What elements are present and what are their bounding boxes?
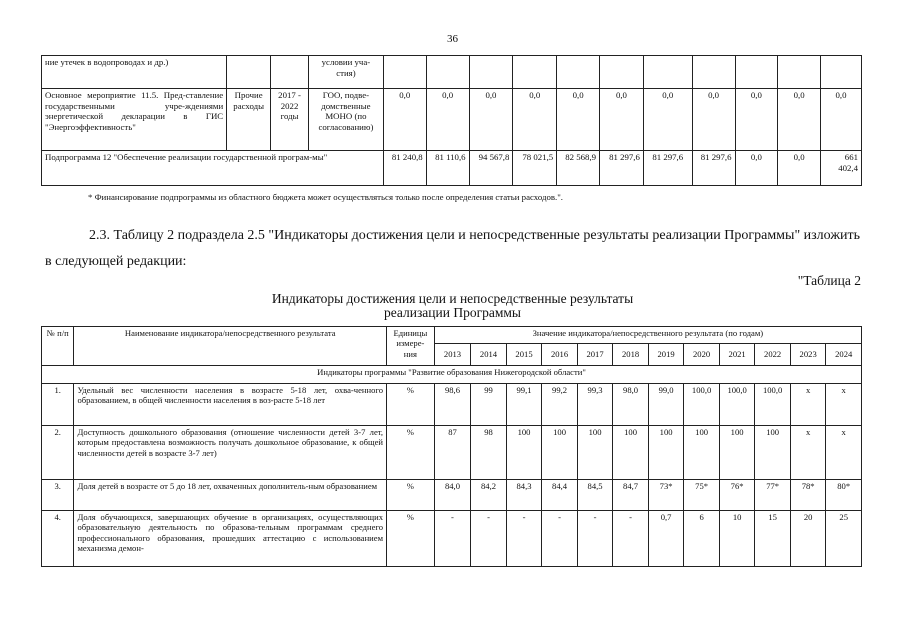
row-number: 4. [42, 511, 74, 567]
cell-value: - [542, 511, 578, 567]
year-header: 2024 [826, 344, 862, 366]
cell-value: 82 568,9 [557, 151, 600, 186]
cell-value: - [506, 511, 542, 567]
cell-value: 80* [826, 480, 862, 511]
cell-value: 0,7 [648, 511, 684, 567]
indicator-unit: % [387, 511, 435, 567]
cell-value: 98,0 [613, 384, 649, 426]
row-period [271, 56, 309, 89]
cell-value: 0,0 [821, 89, 862, 151]
cell-value: 94 567,8 [469, 151, 513, 186]
indicator-name: Доля детей в возрасте от 5 до 18 лет, охваченных дополнитель-ным образованием [74, 480, 387, 511]
cell-value: 75* [684, 480, 720, 511]
table-row [42, 384, 862, 426]
indicator-name: Удельный вес численности населения в возрасте 5-18 лет, охва-ченного образованием, в общей численности населения в воз-расте 5-18 лет [74, 384, 387, 426]
header-values: Значение индикатора/непосредственного результата (по годам) [434, 327, 861, 344]
cell-value: - [434, 511, 471, 567]
cell-value: 81 297,6 [600, 151, 644, 186]
year-header: 2015 [506, 344, 542, 366]
table-row [42, 511, 862, 567]
table-row [42, 89, 862, 151]
year-header: 2021 [719, 344, 755, 366]
cell-value: 10 [719, 511, 755, 567]
cell-value: 25 [826, 511, 862, 567]
cell-value: 0,0 [735, 89, 778, 151]
cell-value: 99,1 [506, 384, 542, 426]
cell-value: 100 [684, 426, 720, 480]
cell-value: 0,0 [383, 89, 426, 151]
cell-value: 81 110,6 [426, 151, 469, 186]
cell-value: 99,2 [542, 384, 578, 426]
cell-value: 73* [648, 480, 684, 511]
header-name: Наименование индикатора/непосредственного результата [74, 327, 387, 366]
cell-value: 76* [719, 480, 755, 511]
year-header: 2017 [577, 344, 613, 366]
section-title: Индикаторы программы "Развитие образования Нижегородской области" [42, 366, 862, 384]
cell-value: 0,0 [778, 89, 821, 151]
cell-value: 84,4 [542, 480, 578, 511]
indicator-unit: % [387, 426, 435, 480]
table-title [0, 292, 905, 320]
cell-value: 100,0 [755, 384, 791, 426]
cell-value: 0,0 [426, 89, 469, 151]
header-row [42, 327, 862, 344]
cell-value: 100,0 [719, 384, 755, 426]
cell-value: 20 [790, 511, 826, 567]
cell-value: х [826, 384, 862, 426]
year-header: 2013 [434, 344, 471, 366]
cell-value: - [613, 511, 649, 567]
indicator-unit: % [387, 384, 435, 426]
cell-value: 78 021,5 [513, 151, 557, 186]
funding-table [41, 55, 862, 186]
cell-value: - [471, 511, 507, 567]
cell-value: 87 [434, 426, 471, 480]
cell-value: 0,0 [692, 89, 735, 151]
cell-value: 99,0 [648, 384, 684, 426]
cell-value: х [826, 426, 862, 480]
cell-value: 100,0 [684, 384, 720, 426]
table-row [42, 480, 862, 511]
cell-value: 0,0 [778, 151, 821, 186]
cell-value: 100 [719, 426, 755, 480]
table-title-line: Индикаторы достижения цели и непосредственные результаты [271, 291, 634, 306]
header-unit: Единицы измере-ния [387, 327, 435, 366]
cell-value: 84,2 [471, 480, 507, 511]
row-number: 1. [42, 384, 74, 426]
indicators-table [41, 326, 862, 567]
row-executor: условии уча-стия) [308, 56, 383, 89]
cell-value: 81 297,6 [692, 151, 735, 186]
cell-value: 98 [471, 426, 507, 480]
year-header: 2016 [542, 344, 578, 366]
cell-value: 98,6 [434, 384, 471, 426]
cell-value: 84,0 [434, 480, 471, 511]
table-title-line: реализации Программы [383, 305, 522, 320]
row-period: 2017 - 2022 годы [271, 89, 309, 151]
cell-value: 0,0 [557, 89, 600, 151]
cell-value: х [790, 384, 826, 426]
cell-value: 99 [471, 384, 507, 426]
cell-value: 0,0 [469, 89, 513, 151]
table-row [42, 426, 862, 480]
cell-value: - [577, 511, 613, 567]
cell-value: 100 [648, 426, 684, 480]
cell-value: 15 [755, 511, 791, 567]
indicator-name: Доля обучающихся, завершающих обучение в организациях, осуществляющих образовательную деятельность по образова-тельным программам среднего профессионального образования, прошедших аттестацию с использованием механизма демон- [74, 511, 387, 567]
cell-value: 100 [577, 426, 613, 480]
cell-value: 661 402,4 [821, 151, 862, 186]
cell-value: х [790, 426, 826, 480]
cell-value: 0,0 [643, 89, 692, 151]
indicator-name: Доступность дошкольного образования (отношение численности детей 3-7 лет, которым предоставлена возможность получать дошкольное образование, к общей численности детей в возрасте 3-7 лет) [74, 426, 387, 480]
cell-value: 6 [684, 511, 720, 567]
cell-value: 84,5 [577, 480, 613, 511]
year-header: 2022 [755, 344, 791, 366]
year-header: 2020 [684, 344, 720, 366]
year-header: 2014 [471, 344, 507, 366]
cell-value: 78* [790, 480, 826, 511]
cell-value: 0,0 [600, 89, 644, 151]
cell-value: 100 [755, 426, 791, 480]
cell-value: 84,3 [506, 480, 542, 511]
cell-value: 100 [542, 426, 578, 480]
cell-value: 0,0 [513, 89, 557, 151]
table-row [42, 151, 862, 186]
section-row [42, 366, 862, 384]
page-number: 36 [447, 33, 458, 45]
row-number: 2. [42, 426, 74, 480]
footnote: * Финансирование подпрограммы из областного бюджета может осуществляться только после определения статьи расходов.". [88, 192, 563, 202]
cell-value: 100 [613, 426, 649, 480]
row-source: Прочие расходы [227, 89, 271, 151]
indicator-unit: % [387, 480, 435, 511]
cell-value: 84,7 [613, 480, 649, 511]
row-name: Основное мероприятие 11.5. Пред-ставление государственными учре-ждениями энергетической декларации в ГИС "Энергоэффективность" [42, 89, 227, 151]
row-source [227, 56, 271, 89]
year-header: 2018 [613, 344, 649, 366]
cell-value: 77* [755, 480, 791, 511]
cell-value: 100 [506, 426, 542, 480]
year-header: 2019 [648, 344, 684, 366]
row-name: Подпрограмма 12 "Обеспечение реализации государственной програм-мы" [42, 151, 384, 186]
table-label: "Таблица 2 [797, 273, 861, 288]
row-name: ние утечек в водопроводах и др.) [42, 56, 227, 89]
body-paragraph: 2.3. Таблицу 2 подраздела 2.5 "Индикаторы достижения цели и непосредственные результаты реализации Программы" изложить в следующей редакции: [45, 228, 860, 269]
cell-value: 99,3 [577, 384, 613, 426]
table-row [42, 56, 862, 89]
year-header: 2023 [790, 344, 826, 366]
cell-value: 81 240,8 [383, 151, 426, 186]
cell-value: 0,0 [735, 151, 778, 186]
row-executor: ГОО, подве-домственные МОНО (по согласованию) [308, 89, 383, 151]
header-no: № п/п [42, 327, 74, 366]
row-number: 3. [42, 480, 74, 511]
cell-value: 81 297,6 [643, 151, 692, 186]
